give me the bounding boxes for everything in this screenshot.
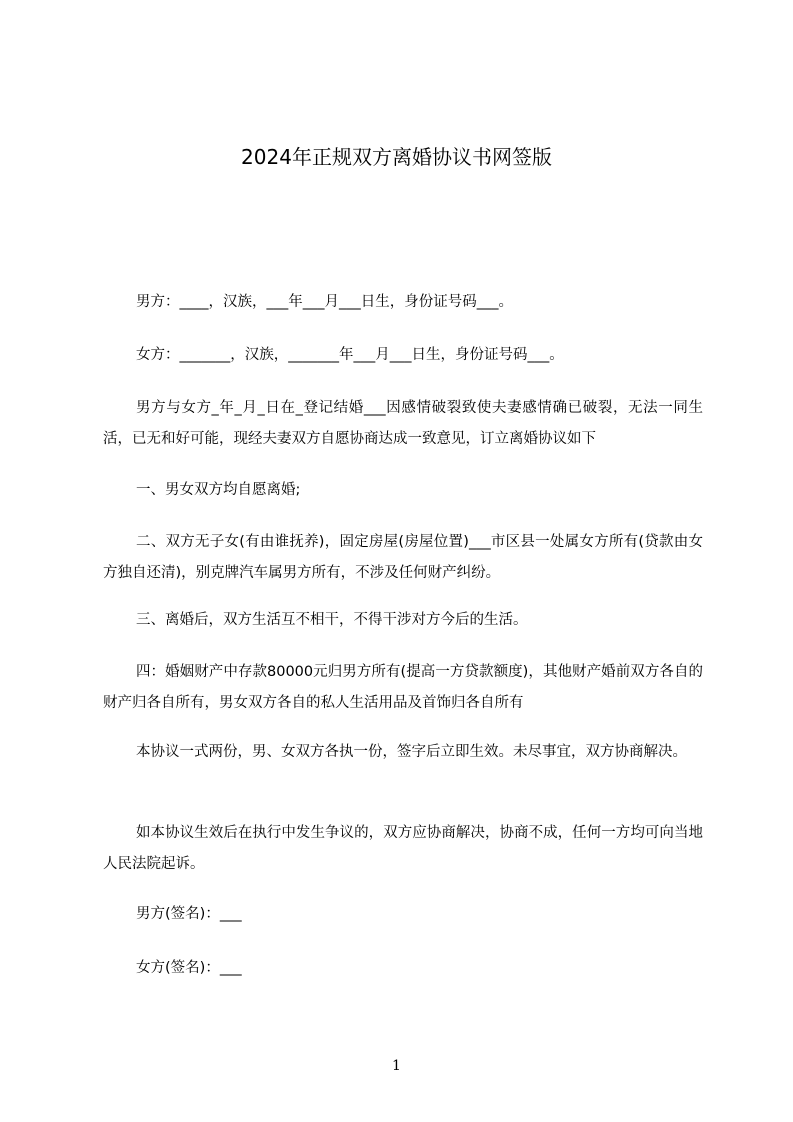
paragraph-female-party: 女方：_______，汉族，_______年___月___日生，身份证号码___。 [136, 347, 564, 363]
paragraph-clause-4: 四：婚姻财产中存款80000元归男方所有(提高一方贷款额度)，其他财产婚前双方各自的财产归各自所有，男女双方各自的私人生活用品及首饰归各自所有 [103, 664, 703, 711]
paragraph-male-party: 男方：____，汉族，___年___月___日生，身份证号码___。 [136, 294, 513, 310]
paragraph-clause-1: 一、男女双方均自愿离婚; [136, 482, 301, 498]
paragraph-dispute: 如本协议生效后在执行中发生争议的，双方应协商解决，协商不成，任何一方均可向当地人民法院起诉。 [103, 825, 703, 872]
paragraph-intro: 男方与女方_年_月_日在_登记结婚___因感情破裂致使夫妻感情确已破裂，无法一同生活，已无和好可能，现经夫妻双方自愿协商达成一致意见，订立离婚协议如下 [103, 400, 703, 447]
paragraph-clause-3: 三、离婚后，双方生活互不相干，不得干涉对方今后的生活。 [136, 612, 528, 628]
signature-male: 男方(签名)：___ [136, 906, 242, 922]
document-title: 2024年正规双方离婚协议书网签版 [241, 145, 552, 169]
page-number: 1 [392, 1058, 401, 1074]
signature-female: 女方(签名)：___ [136, 960, 242, 976]
paragraph-clause-2: 二、双方无子女(有由谁抚养)，固定房屋(房屋位置)___市区县一处属女方所有(贷款由女方独自还清)，别克牌汽车属男方所有，不涉及任何财产纠纷。 [103, 534, 703, 581]
paragraph-copies: 本协议一式两份，男、女双方各执一份，签字后立即生效。未尽事宜，双方协商解决。 [136, 744, 687, 760]
